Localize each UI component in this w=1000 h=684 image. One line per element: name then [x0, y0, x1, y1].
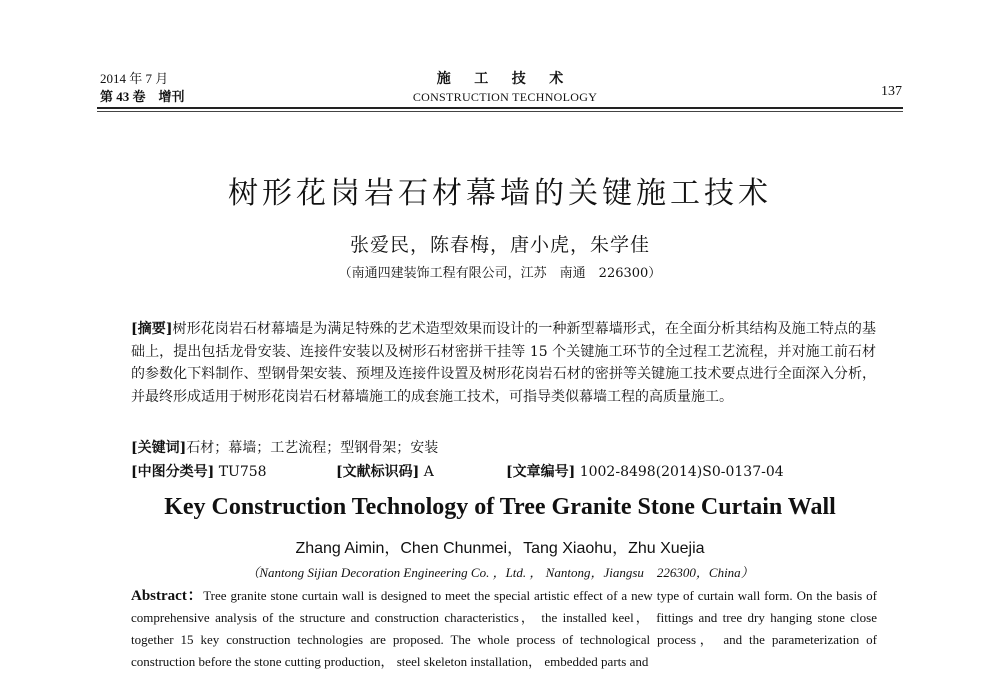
authors-cn: 张爱民，陈春梅，唐小虎，朱学佳 — [349, 234, 650, 256]
clc-label: [中图分类号] — [131, 464, 215, 480]
clc-item — [131, 461, 336, 481]
affiliation-cn: （南通四建装饰工程有限公司，江苏 南通 226300） — [338, 266, 662, 281]
affiliation-en: （Nantong Sijian Decoration Engineering Co. ，Ltd. ， Nantong，Jiangsu 226300，China） — [246, 565, 754, 580]
abstract-en-label: Abstract： — [131, 588, 204, 604]
issue-date: 2014 年 7 月 — [100, 71, 169, 86]
header-rule-thin — [97, 111, 903, 112]
classification-line — [131, 461, 891, 481]
journal-issue-info — [100, 70, 185, 106]
abstract-en-text: Tree granite stone curtain wall is designed to meet the special artistic effect of a new type of curtain wall form. On the basis of comprehensive analysis of the structure and construction characteristics， the installed keel， fittings and tree dry hanging stone close together 15 key construction technologies are proposed. The whole process of technological process， and the parameterization of construction before the stone cutting production， steel skeleton installation， embedded parts and — [131, 588, 877, 669]
keywords-text: 石材；幕墙；工艺流程；型钢骨架；安装 — [186, 440, 439, 456]
journal-name-cn: 施 工 技 术 — [436, 72, 574, 87]
doc-code-item — [336, 461, 506, 481]
keywords — [131, 437, 438, 457]
article-title-cn: 树形花岗岩石材幕墙的关键施工技术 — [228, 176, 772, 211]
abstract-en — [131, 585, 877, 673]
abstract-cn-label: [摘要] — [131, 321, 173, 337]
abstract-cn — [131, 318, 876, 408]
issue-volume: 第 43 卷 增刊 — [100, 89, 185, 104]
article-no-label: [文章编号] — [506, 464, 576, 480]
authors-en: Zhang Aimin，Chen Chunmei，Tang Xiaohu，Zhu Xuejia — [295, 540, 705, 557]
doc-code-label: [文献标识码] — [336, 464, 420, 480]
journal-name-en: CONSTRUCTION TECHNOLOGY — [412, 90, 598, 104]
journal-name — [380, 68, 630, 105]
doc-code-value: A — [423, 464, 434, 480]
article-title-en: Key Construction Technology of Tree Granite Stone Curtain Wall — [164, 494, 836, 520]
clc-value: TU758 — [218, 464, 267, 480]
article-no-value: 1002-8498(2014)S0-0137-04 — [579, 464, 784, 480]
abstract-cn-text: 树形花岗岩石材幕墙是为满足特殊的艺术造型效果而设计的一种新型幕墙形式，在全面分析其结构及施工特点的基础上，提出包括龙骨安装、连接件安装以及树形石材密拼干挂等 15 个关键施工环节的全过程工艺流程，并对施工前石材的参数化下料制作、型钢骨架安装、预埋及连接件设置及树形花岗岩石材的密拼等关键施工技术要点进行全面深入分析，并最终形成适用于树形花岗岩石材幕墙施工的成套施工技术，可指导类似幕墙工程的高质量施工。 — [131, 321, 877, 405]
keywords-label: [关键词] — [131, 440, 187, 456]
header-rule — [97, 107, 903, 109]
page-number: 137 — [881, 84, 902, 99]
article-no-item — [506, 461, 784, 481]
